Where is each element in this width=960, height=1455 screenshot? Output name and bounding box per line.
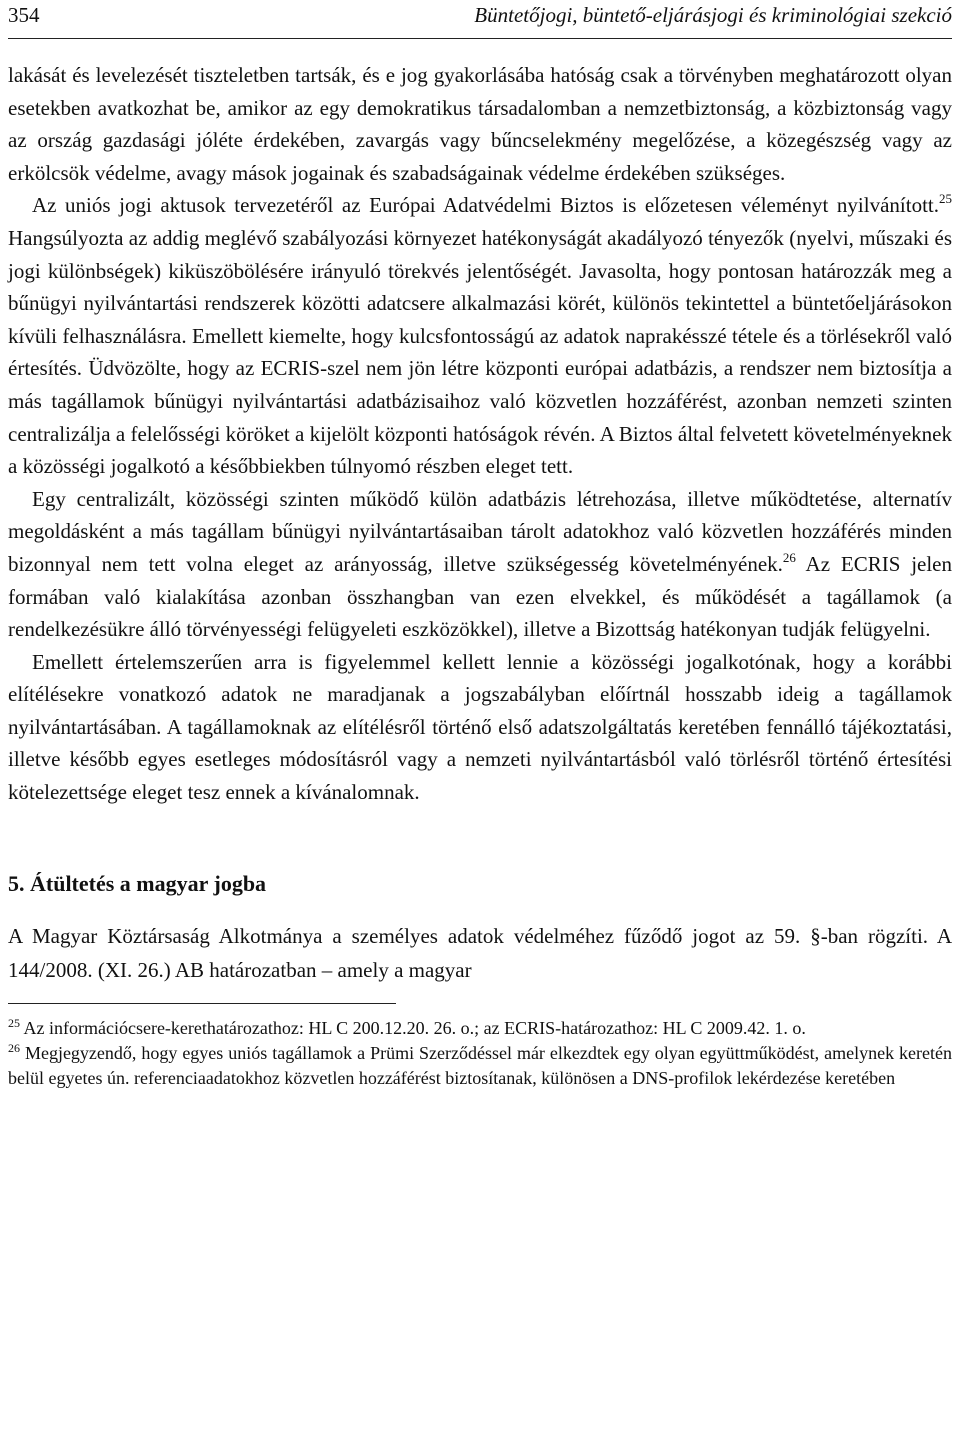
paragraph-2-text-b: Hangsúlyozta az addig meglévő szabályozási környezet hatékonyságát akadályozó tényezők (nyelvi, műszaki és jogi különbségek) kiküszöbölésére irányuló törekvés jelentőségét. Javasolta, hogy pontosan határozzák meg a bűnügyi nyilvántartási rendszerek közötti adatcsere alkalmazási körét, különös tekintettel a büntetőeljárásokon kívüli felhasználásra. Emellett kiemelte, hogy kulcsfontosságú az adatok naprakésszé tétele és a törlésekről való értesítés. Üdvözölte, hogy az ECRIS-szel nem jön létre központi európai adatbázis, a rendszer nem biztosítja a más tagállamok bűnügyi nyilvántartási adatbázisaihoz való közvetlen hozzáférést, azonban nemzeti szinten centralizálja a felelősségi köröket a kijelölt központi hatóságok révén. A Biztos által felvetett követelményeknek a közösségi jogalkotó a későbbiekben túlnyomó részben eleget tett. <box>8 225 952 479</box>
footnote-25-text: Az információcsere-kerethatározathoz: HL C 200.12.20. 26. o.; az ECRIS-határozathoz: HL C 2009.42. 1. o. <box>20 1017 806 1038</box>
paragraph-4: Emellett értelemszerűen arra is figyelemmel kellett lennie a közösségi jogalkotónak, hogy a korábbi elítélésekre vonatkozó adatok ne maradjanak a jogszabályban előírtnál hosszabb ideig a tagállamok nyilvántartásában. A tagállamoknak az elítélésről történő első adatszolgáltatás keretében fennálló tájékoztatási, illetve később egyes esetleges módosításról vagy a nemzeti nyilvántartásból való törlésről történő értesítési kötelezettsége eleget tesz ennek a kívánalomnak. <box>8 649 952 805</box>
paragraph-3-text-b: Az ECRIS jelen formában való kialakítása azonban összhangban van ezen elvekkel, és működését a tagállamok (a rendelkezésükre álló törvényességi felügyeleti eszközökkel), illetve a Bizottság hatékonyan tudják felügyelni. <box>8 551 952 642</box>
section-heading: 5. Átültetés a magyar jogba <box>8 870 267 896</box>
section-text <box>8 919 952 987</box>
section-paragraph: A Magyar Köztársaság Alkotmánya a személyes adatok védelméhez fűződő jogot az 59. §-ban rögzíti. A 144/2008. (XI. 26.) AB határozatban – amely a magyar <box>8 923 952 982</box>
footnote-ref-26[interactable]: 26 <box>782 549 796 565</box>
paragraph-2 <box>8 189 952 482</box>
footnote-separator <box>8 1003 396 1004</box>
paragraph-2-text-a: Az uniós jogi aktusok tervezetéről az Európai Adatvédelmi Biztos is előzetesen véleményt nyilvánított. <box>32 193 939 218</box>
footnote-26-text: Megjegyzendő, hogy egyes uniós tagállamok a Prümi Szerződéssel már elkezdtek egy olyan együttműködést, amelynek keretén belül egyetes ún. referenciaadatokhoz közvetlen hozzáférést biztosítanak, különösen a DNS-profilok lekérdezése keretében <box>8 1042 952 1088</box>
document-page <box>8 0 952 1091</box>
footnote-mark-26: 26 <box>8 1040 20 1055</box>
page-number: 354 <box>8 3 40 27</box>
body-text <box>8 59 952 809</box>
running-header <box>8 0 952 39</box>
paragraph-3-text-a: Egy centralizált, közösségi szinten működő külön adatbázis létrehozása, illetve működtetése, alternatív megoldásként a más tagállam bűnügyi nyilvántartásaiban tárolt adatokhoz való közvetlen hozzáférés minden bizonnyal nem tett volna eleget az arányosság, illetve szükségesség követelményének. <box>8 486 952 576</box>
footnote-ref-25[interactable]: 25 <box>939 191 952 207</box>
footnotes <box>8 1016 952 1091</box>
footnote-26 <box>8 1041 952 1091</box>
footnote-mark-25: 25 <box>8 1015 20 1030</box>
footnote-25 <box>8 1016 952 1041</box>
paragraph-1: lakását és levelezését tiszteletben tartsák, és e jog gyakorlásába hatóság csak a törvényben meghatározott olyan esetekben avatkozhat be, amikor az egy demokratikus társadalomban a nemzetbiztonság, a közbiztonság vagy az ország gazdasági jóléte érdekében, zavargás vagy bűncselekmény megelőzése, a közegészség vagy az erkölcsök védelme, avagy mások jogainak és szabadságainak védelme érdekében szükséges. <box>8 63 952 185</box>
paragraph-3 <box>8 483 952 646</box>
running-title: Büntetőjogi, büntető-eljárásjogi és kriminológiai szekció <box>474 3 952 27</box>
